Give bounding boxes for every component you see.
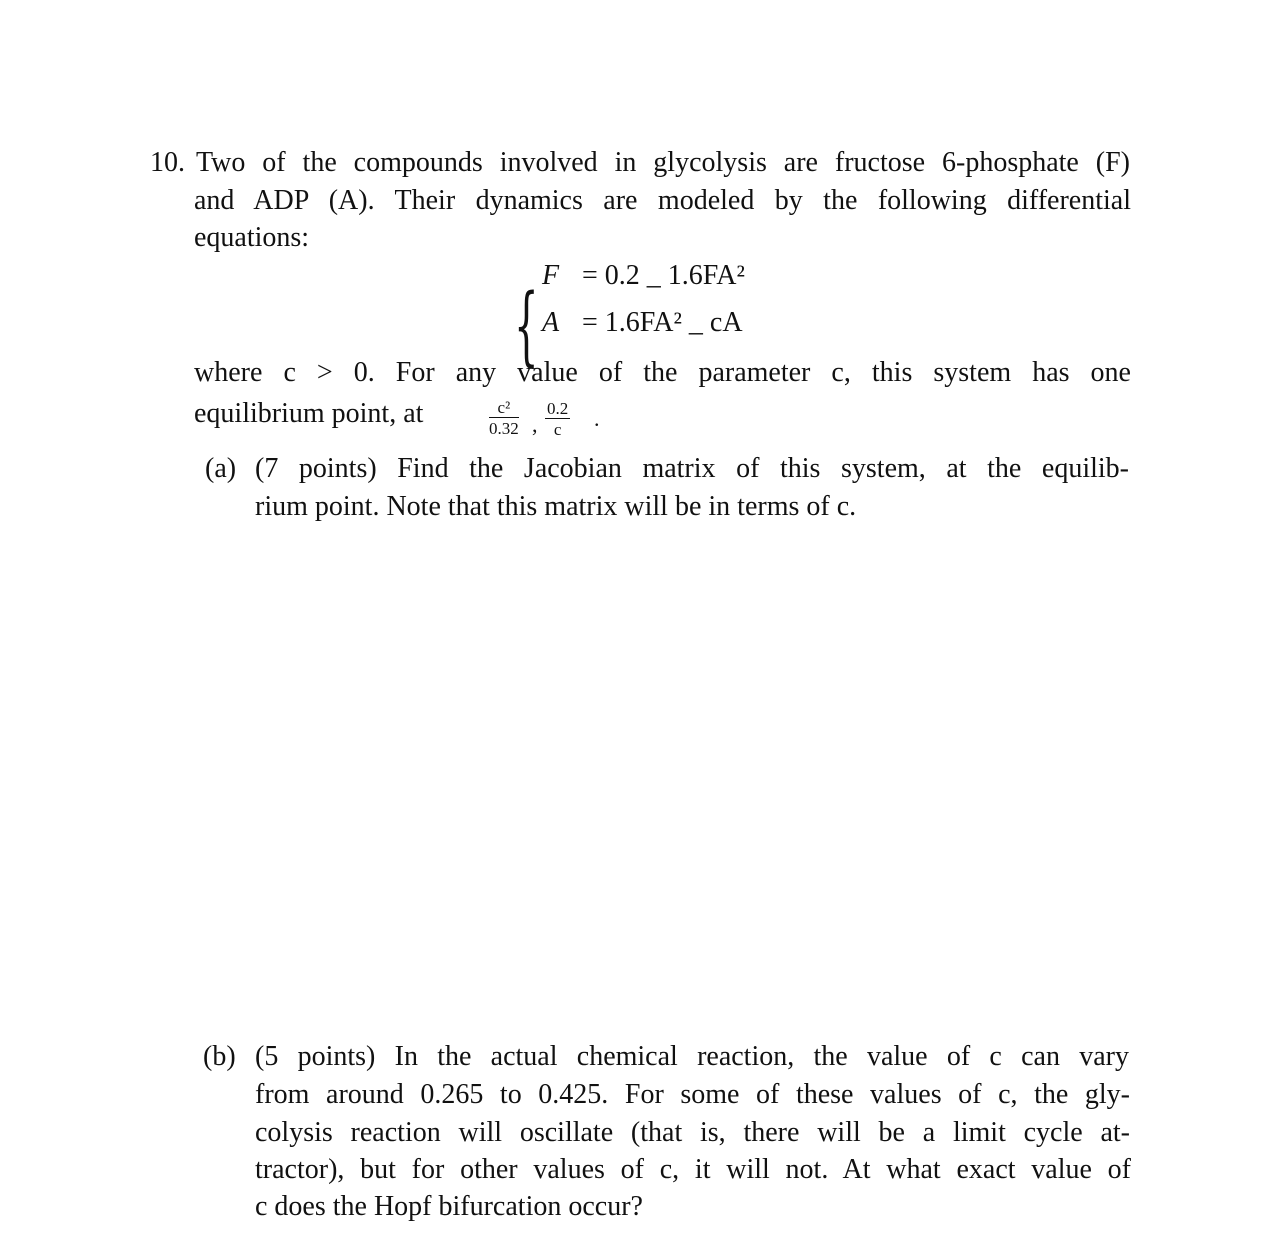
equation-brace: { [514, 276, 539, 376]
problem-number: 10. [150, 147, 185, 178]
frac-2-numerator: 0.2 [547, 399, 569, 418]
equation-2-rhs: = 1.6FA² _ cA [582, 307, 743, 338]
frac-2-denominator: c [553, 420, 562, 439]
part-b-line-2: from around 0.265 to 0.425. For some of these values of c, the gly- [255, 1079, 1130, 1110]
equation-2-lhs: A [542, 307, 560, 338]
intro-line-2: and ADP (A). Their dynamics are modeled by the following differential [194, 185, 1131, 216]
part-b-label: (b) [203, 1041, 236, 1072]
intro-line-1: Two of the compounds involved in glycolysis are fructose 6-phosphate (F) [196, 147, 1130, 178]
frac-1-numerator: c² [489, 399, 519, 418]
equation-1-rhs: = 0.2 _ 1.6FA² [582, 260, 745, 291]
part-a-line-1: (7 points) Find the Jacobian matrix of this system, at the equilib- [255, 453, 1129, 484]
equilibrium-frac-1 [489, 399, 519, 437]
part-b-line-3: colysis reaction will oscillate (that is, there will be a limit cycle at- [255, 1117, 1130, 1148]
equation-1-lhs: F [542, 260, 560, 291]
part-b-line-4: tractor), but for other values of c, it will not. At what exact value of [255, 1154, 1131, 1185]
part-a-line-2: rium point. Note that this matrix will be in terms of c. [255, 491, 857, 522]
frac-1-denominator: 0.32 [489, 419, 519, 438]
condition-line-2: equilibrium point, at [194, 398, 424, 429]
part-a-label: (a) [205, 453, 237, 484]
equilibrium-frac-2 [545, 400, 570, 438]
part-b-line-1: (5 points) In the actual chemical reaction, the value of c can vary [255, 1041, 1129, 1072]
condition-line-1: where c > 0. For any value of the parameter c, this system has one [194, 357, 1131, 388]
equilibrium-separator: , [532, 412, 538, 437]
equilibrium-period: . [594, 406, 600, 431]
answer-space-a [194, 530, 1131, 1030]
part-b-line-5: c does the Hopf bifurcation occur? [255, 1191, 643, 1222]
intro-line-3: equations: [194, 222, 310, 253]
